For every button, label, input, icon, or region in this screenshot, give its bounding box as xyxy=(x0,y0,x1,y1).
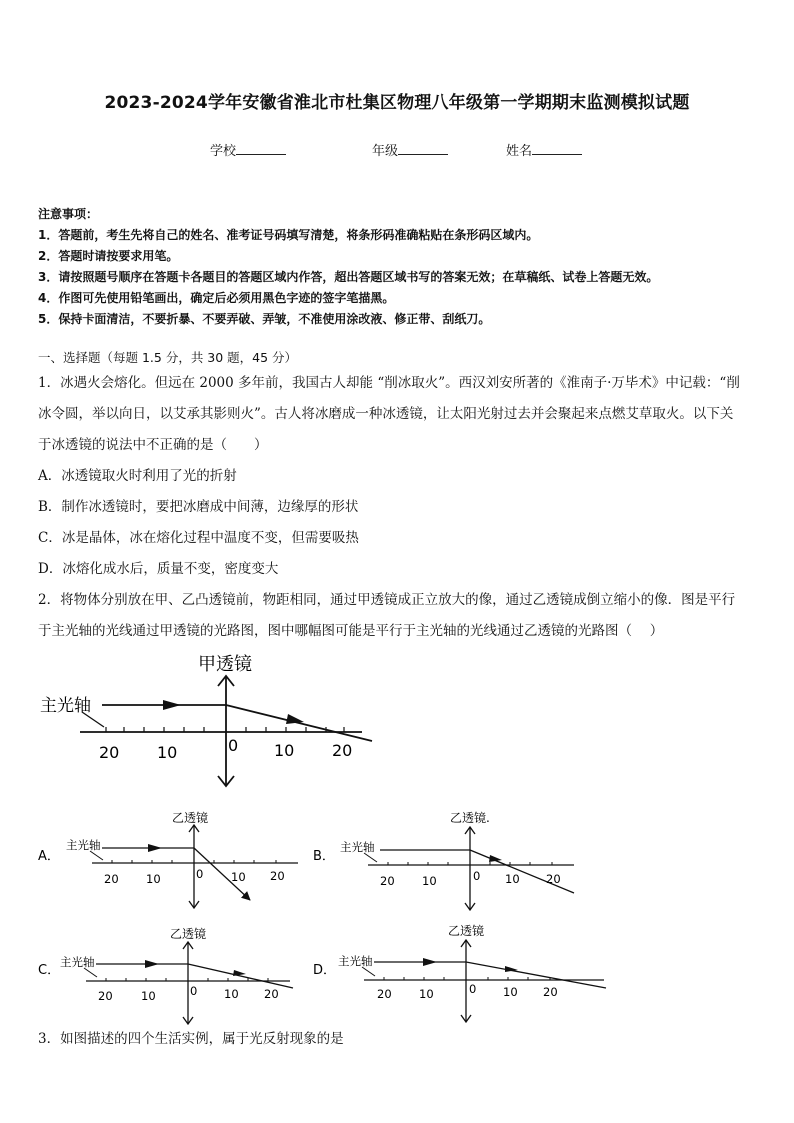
figure-a-tick: 20 xyxy=(270,869,285,883)
figure-b-tick: 10 xyxy=(505,872,520,886)
figure-d-tick: 10 xyxy=(419,987,434,1001)
figure-a-tick: 10 xyxy=(146,872,161,886)
figure-a-tick: 10 xyxy=(231,870,246,884)
figure-c-axis-label: 主光轴 xyxy=(60,955,95,969)
figure-c-tick: 10 xyxy=(224,987,239,1001)
main-refracted-ray xyxy=(226,705,372,741)
main-tick-label: 0 xyxy=(228,736,239,755)
main-ray-arrow xyxy=(163,700,181,710)
figure-a-tick: 20 xyxy=(104,872,119,886)
name-label: 姓名 xyxy=(506,144,533,159)
question-1-line: 于冰透镜的说法中不正确的是（ ） xyxy=(38,437,268,453)
figure-main xyxy=(40,654,372,786)
figure-d-tick: 10 xyxy=(503,985,518,999)
figure-c-tick: 10 xyxy=(141,989,156,1003)
question-3-line: 3．如图描述的四个生活实例，属于光反射现象的是 xyxy=(38,1031,344,1047)
figure-a-lens-label: 乙透镜 xyxy=(172,811,209,825)
grade-label: 年级 xyxy=(372,144,399,159)
figure-option-a[interactable] xyxy=(38,810,298,908)
question-3 xyxy=(38,1024,760,1055)
note-item: 2．答题时请按要求用笔。 xyxy=(38,249,179,263)
figure-b-axis-label: 主光轴 xyxy=(340,840,375,854)
figure-c-tick: 0 xyxy=(190,984,198,998)
figure-c-refracted-ray xyxy=(188,964,293,988)
main-tick-label: 20 xyxy=(332,741,353,760)
question-1-line: 冰令圆，举以向日，以艾承其影则火”。古人将冰磨成一种冰透镜，让太阳光射过去并会聚起来点燃艾草取火。以下关 xyxy=(38,406,734,422)
question-2-line: 于主光轴的光线通过甲透镜的光路图，图中哪幅图可能是平行于主光轴的光线通过乙透镜的光路图（ ） xyxy=(38,623,664,639)
note-item: 4．作图可先使用铅笔画出，确定后必须用黑色字迹的签字笔描黑。 xyxy=(38,291,395,305)
main-axis-label: 主光轴 xyxy=(40,696,91,716)
option-d[interactable]: D．冰熔化成水后，质量不变，密度变大 xyxy=(38,561,279,577)
figure-d-tick: 20 xyxy=(377,987,392,1001)
figure-c-tick: 20 xyxy=(98,989,113,1003)
figure-d-lens-label: 乙透镜 xyxy=(448,924,485,938)
figure-option-d[interactable] xyxy=(313,923,606,1022)
figure-b-tick: 20 xyxy=(380,874,395,888)
figure-d-axis-label: 主光轴 xyxy=(338,954,373,968)
question-2-line: 2．将物体分别放在甲、乙凸透镜前，物距相同，通过甲透镜成正立放大的像，通过乙透镜成倒立缩小的像．图是平行 xyxy=(38,592,736,608)
figure-b-tick: 0 xyxy=(473,869,481,883)
figure-a-tick: 0 xyxy=(196,867,204,881)
main-axis-pointer xyxy=(82,712,104,727)
school-label: 学校 xyxy=(210,144,237,159)
figure-d-tick: 0 xyxy=(469,982,477,996)
main-tick-label: 10 xyxy=(157,743,178,762)
page-title: 2023-2024学年安徽省淮北市杜集区物理八年级第一学期期末监测模拟试题 xyxy=(104,93,690,113)
figure-b-lens-label: 乙透镜. xyxy=(450,811,490,825)
figure-option-c[interactable] xyxy=(38,926,293,1024)
main-lens-label: 甲透镜 xyxy=(198,654,252,675)
figure-d-refracted-ray xyxy=(466,962,606,988)
question-1-line: 1．冰遇火会熔化。但远在 2000 多年前，我国古人却能 “削冰取火”。西汉刘安所著的《淮南子·万毕术》中记载：“削 xyxy=(38,375,740,391)
note-item: 1．答题前，考生先将自己的姓名、准考证号码填写清楚，将条形码准确粘贴在条形码区域内。 xyxy=(38,228,539,242)
option-b[interactable]: B．制作冰透镜时，要把冰磨成中间薄，边缘厚的形状 xyxy=(38,499,359,515)
figure-d-letter: D． xyxy=(313,963,337,978)
figure-c-tick: 20 xyxy=(264,987,279,1001)
main-refracted-arrow xyxy=(286,714,304,724)
main-tick-label: 10 xyxy=(274,741,295,760)
option-c[interactable]: C．冰是晶体，冰在熔化过程中温度不变，但需要吸热 xyxy=(38,530,359,546)
main-tick-label: 20 xyxy=(99,743,120,762)
figure-a-letter: A． xyxy=(38,849,60,864)
figure-b-letter: B． xyxy=(313,849,335,864)
figure-d-tick: 20 xyxy=(543,985,558,999)
option-a[interactable]: A．冰透镜取火时利用了光的折射 xyxy=(38,468,237,484)
figure-c-lens-label: 乙透镜 xyxy=(170,927,207,941)
note-item: 5．保持卡面清洁，不要折暴、不要弄破、弄皱，不准使用涂改液、修正带、刮纸刀。 xyxy=(38,312,491,326)
figure-a-axis-label: 主光轴 xyxy=(66,838,101,852)
figure-b-tick: 10 xyxy=(422,874,437,888)
notes-heading: 注意事项： xyxy=(38,207,99,221)
section-heading: 一、选择题（每题 1.5 分，共 30 题，45 分） xyxy=(38,350,298,365)
figure-option-b[interactable] xyxy=(313,810,574,910)
figure-c-letter: C． xyxy=(38,963,61,978)
figure-b-tick: 20 xyxy=(546,872,561,886)
note-item: 3．请按照题号顺序在答题卡各题目的答题区域内作答，超出答题区域书写的答案无效；在草稿纸、试卷上答题无效。 xyxy=(38,270,659,284)
